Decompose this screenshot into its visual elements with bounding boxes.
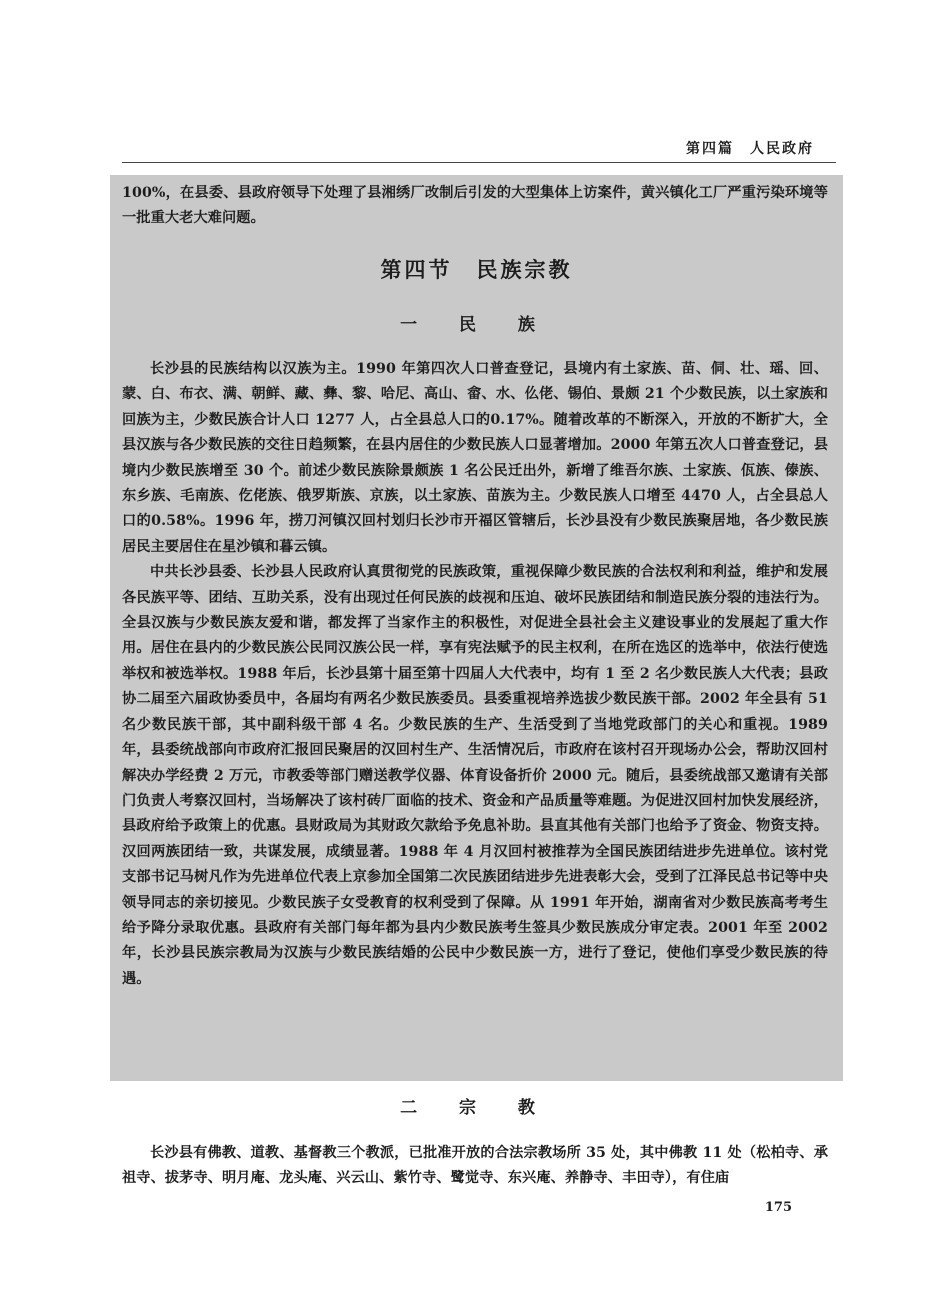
religion-paragraph-1: 长沙县有佛教、道教、基督教三个教派，已批准开放的合法宗教场所 35 处，其中佛教 11 处（松柏寺、承祖寺、拔茅寺、明月庵、龙头庵、兴云山、紫竹寺、鹭觉寺、东兴庵、养静寺、丰田寺），有住庙 — [122, 1145, 828, 1187]
subsection-title-ethnic: 一 民 族 — [400, 315, 553, 335]
continuation-text-block — [122, 181, 828, 232]
ethnic-paragraph-2: 中共长沙县委、长沙县人民政府认真贯彻党的民族政策，重视保障少数民族的合法权利和利益，维护和发展各民族平等、团结、互助关系，没有出现过任何民族的歧视和压迫、破坏民族团结和制造民族分裂的违法行为。全县汉族与少数民族友爱和谐，都发挥了当家作主的积极性，对促进全县社会主义建设事业的发展起了重大作用。居住在县内的少数民族公民同汉族公民一样，享有宪法赋予的民主权利，在所在选区的选举中，依法行使选举权和被选举权。1988 年后，长沙县第十届至第十四届人大代表中，均有 1 至 2 名少数民族人大代表；县政协二届至六届政协委员中，各届均有两名少数民族委员。县委重视培养选拔少数民族干部。2002 年全县有 51 名少数民族干部，其中副科级干部 4 名。少数民族的生产、生活受到了当地党政部门的关心和重视。1989 年，县委统战部向市政府汇报回民聚居的汉回村生产、生活情况后，市政府在该村召开现场办公会，帮助汉回村解决办学经费 2 万元，市教委等部门赠送教学仪器、体育设备折价 2000 元。随后，县委统战部又邀请有关部门负责人考察汉回村，当场解决了该村砖厂面临的技术、资金和产品质量等难题。为促进汉回村加快发展经济，县政府给予政策上的优惠。县财政局为其财政欠款给予免息补助。县直其他有关部门也给予了资金、物资支持。汉回两族团结一致，共谋发展，成绩显著。1988 年 4 月汉回村被推荐为全国民族团结进步先进单位。该村党支部书记马树凡作为先进单位代表上京参加全国第二次民族团结进步先进表彰大会，受到了江泽民总书记等中央领导同志的亲切接见。少数民族子女受教育的权利受到了保障。从 1991 年开始，湖南省对少数民族高考考生给予降分录取优惠。县政府有关部门每年都为县内少数民族考生签具少数民族成分审定表。2001 年至 2002 年，长沙县民族宗教局为汉族与少数民族结婚的公民中少数民族一方，进行了登记，使他们享受少数民族的待遇。 — [122, 564, 828, 987]
continuation-paragraph: 100%，在县委、县政府领导下处理了县湘绣厂改制后引发的大型集体上访案件，黄兴镇化工厂严重污染环境等一批重大老大难问题。 — [122, 185, 828, 227]
running-head — [122, 132, 836, 163]
subsection-title-religion: 二 宗 教 — [400, 1098, 553, 1118]
religion-text-block — [122, 1141, 828, 1192]
ethnic-text-block — [122, 357, 828, 992]
page-number: 175 — [764, 1200, 792, 1215]
ethnic-paragraph-1: 长沙县的民族结构以汉族为主。1990 年第四次人口普查登记，县境内有土家族、苗、侗、壮、瑶、回、蒙、白、布衣、满、朝鲜、藏、彝、黎、哈尼、高山、畲、水、仫佬、锡伯、景颇 21 个少数民族，以土家族和回族为主，少数民族合计人口 1277 人，占全县总人口的0.17%。随着改革的不断深入，开放的不断扩大，全县汉族与各少数民族的交往日趋频繁，在县内居住的少数民族人口显著增加。2000 年第五次人口普查登记，县境内少数民族增至 30 个。前述少数民族除景颇族 1 名公民迁出外，新增了维吾尔族、土家族、佤族、傣族、东乡族、毛南族、仡佬族、俄罗斯族、京族，以土家族、苗族为主。少数民族人口增至 4470 人，占全县总人口的0.58%。1996 年，捞刀河镇汉回村划归长沙市开福区管辖后，长沙县没有少数民族聚居地，各少数民族居民主要居住在星沙镇和暮云镇。 — [122, 361, 828, 555]
section-title: 第四节 民族宗教 — [380, 257, 573, 282]
running-title: 第四篇 人民政府 — [686, 141, 814, 157]
